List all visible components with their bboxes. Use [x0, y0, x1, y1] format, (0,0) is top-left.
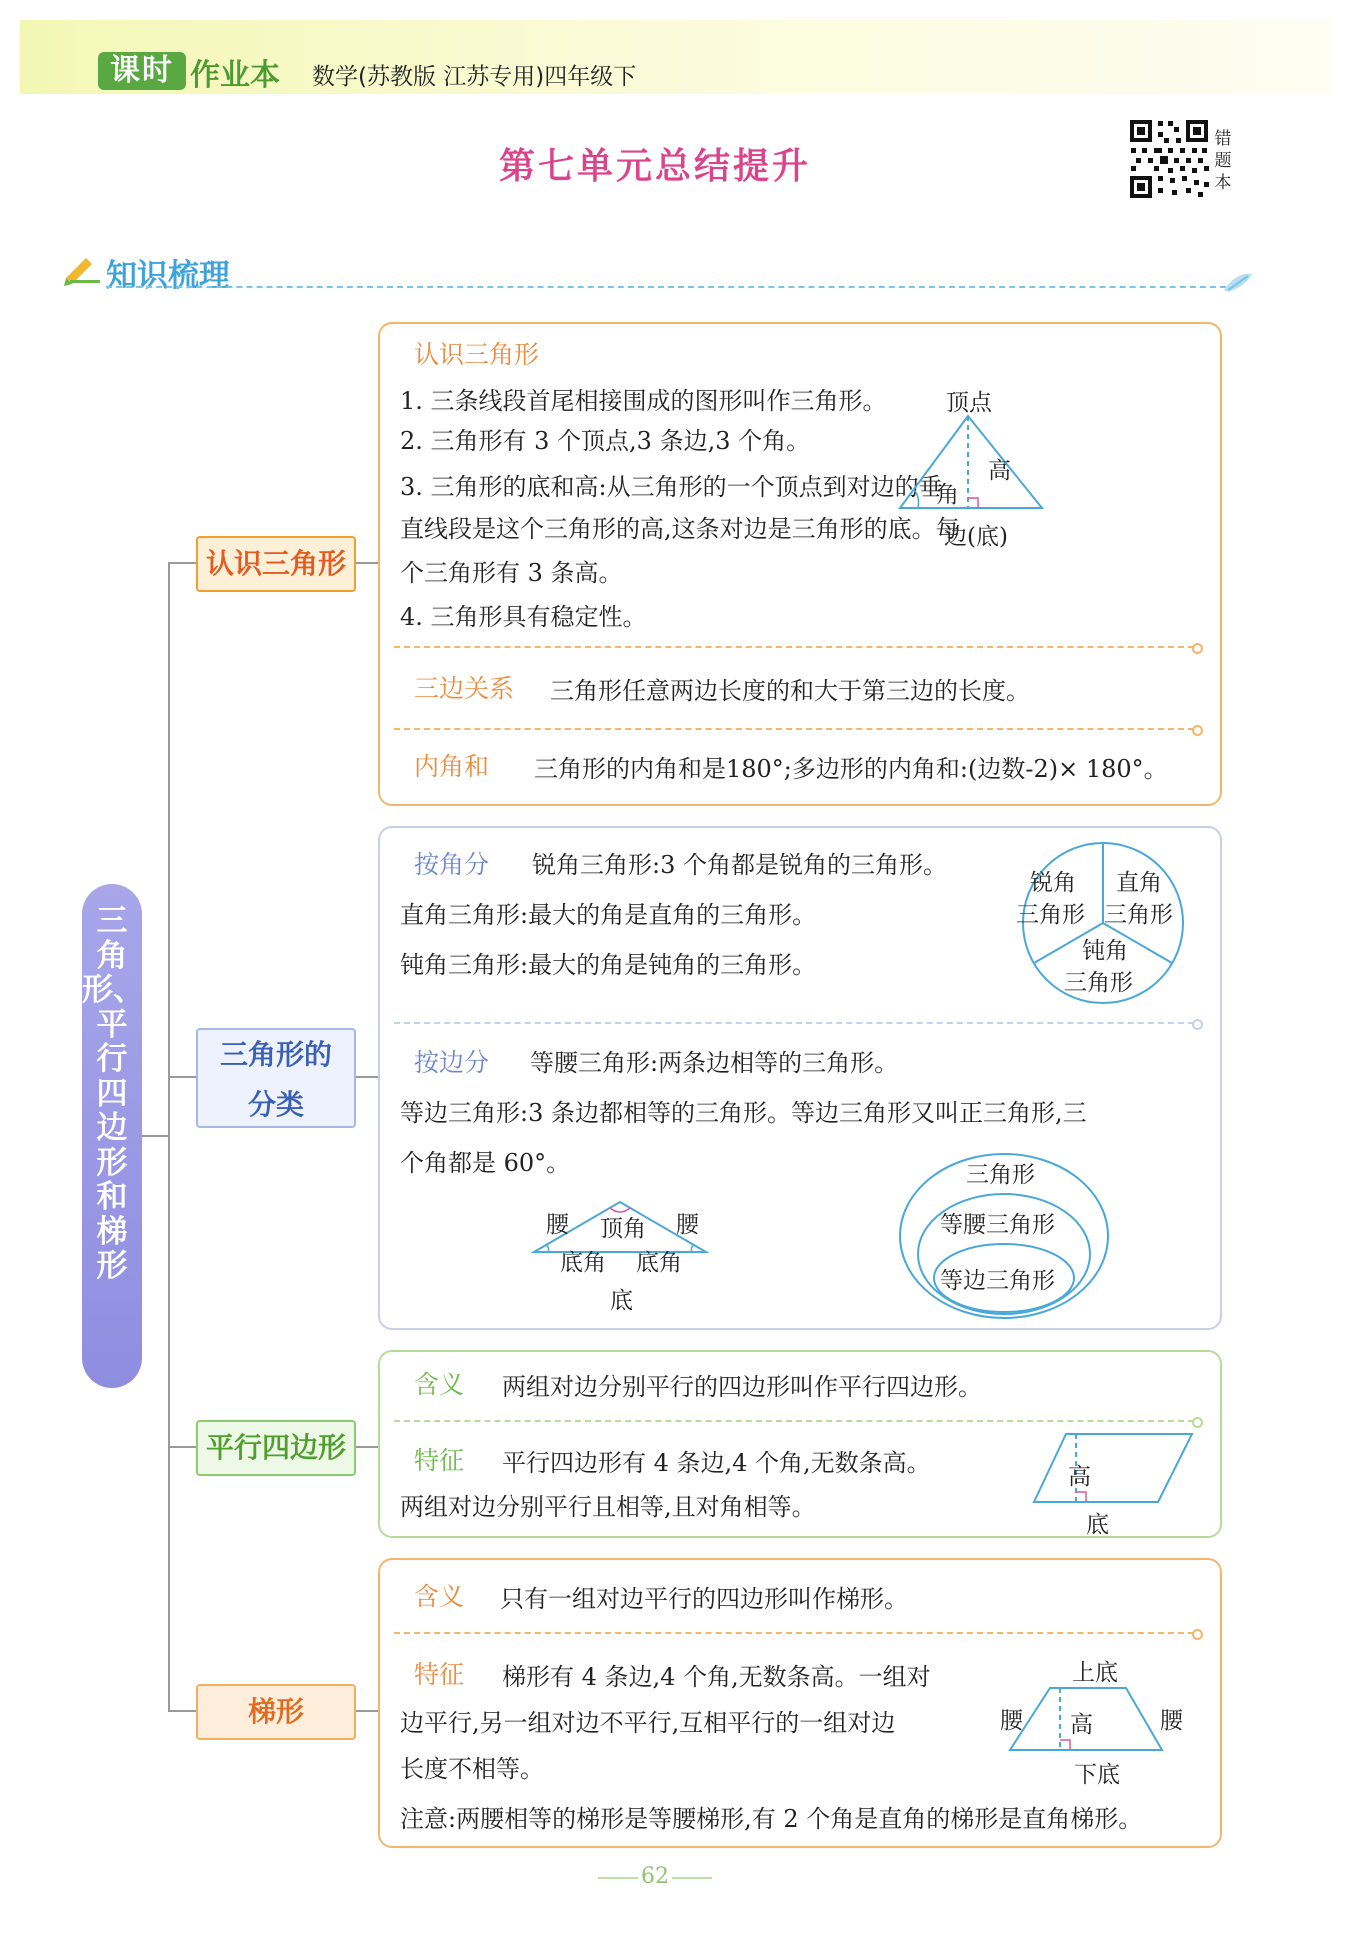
- fig-label-base-angle: 底角: [636, 1250, 682, 1276]
- fig-label-bottom-base: 下底: [1074, 1762, 1120, 1788]
- label-by-angle: 按角分: [414, 850, 490, 879]
- box-triangle-classification: [378, 826, 1222, 1330]
- parallelogram-figure: [1032, 1430, 1196, 1506]
- text-line: 梯形有 4 条边,4 个角,无数条高。一组对: [502, 1663, 931, 1691]
- text-line: 三角形任意两边长度的和大于第三边的长度。: [550, 677, 1030, 705]
- brand-name: 作业本: [190, 58, 280, 93]
- qr-label: 错题本: [1214, 129, 1232, 193]
- pie-label: 三角形: [1064, 970, 1133, 996]
- fig-label-base: 边(底): [944, 524, 1008, 550]
- category-triangle-classification: [196, 1028, 356, 1128]
- pie-label: 三角形: [1016, 902, 1085, 928]
- connector: [168, 562, 170, 1710]
- page-title: 第七单元总结提升: [498, 146, 811, 187]
- connector: [168, 1710, 196, 1712]
- venn-label: 等边三角形: [940, 1268, 1055, 1294]
- fig-label-base: 底: [610, 1288, 633, 1314]
- page-number-rule: [672, 1877, 712, 1879]
- text-line: 两组对边分别平行的四边形叫作平行四边形。: [502, 1373, 982, 1401]
- text-line: 3. 三角形的底和高:从三角形的一个顶点到对边的垂: [400, 473, 943, 501]
- divider: [394, 646, 1194, 648]
- label-meaning: 含义: [414, 1582, 465, 1611]
- category-recognize-triangle: 认识三角形: [196, 536, 356, 592]
- text-line: 只有一组对边平行的四边形叫作梯形。: [500, 1585, 908, 1613]
- fig-label-leg: 腰: [1000, 1708, 1023, 1734]
- category-trapezoid: 梯形: [196, 1684, 356, 1740]
- fig-label-leg: 腰: [676, 1212, 699, 1238]
- label-side-relation: 三边关系: [414, 674, 515, 703]
- text-line: 锐角三角形:3 个角都是锐角的三角形。: [532, 851, 947, 879]
- category-parallelogram: 平行四边形: [196, 1420, 356, 1476]
- text-line: 平行四边形有 4 条边,4 个角,无数条高。: [502, 1449, 931, 1477]
- fig-label-top-base: 上底: [1072, 1660, 1118, 1686]
- note-line: 注意:两腰相等的梯形是等腰梯形,有 2 个角是直角的梯形是直角梯形。: [400, 1805, 1143, 1833]
- pie-label: 钝角: [1082, 938, 1128, 964]
- text-line: 2. 三角形有 3 个顶点,3 条边,3 个角。: [400, 427, 811, 455]
- fig-label-angle: 角: [936, 482, 959, 508]
- divider-dot: [1192, 725, 1203, 736]
- connector: [168, 562, 196, 564]
- venn-label: 三角形: [966, 1162, 1035, 1188]
- text-line: 个角都是 60°。: [400, 1149, 571, 1177]
- text-line: 直角三角形:最大的角是直角的三角形。: [400, 901, 817, 929]
- category-line: 三角形的: [219, 1038, 332, 1071]
- fig-label-leg: 腰: [1160, 1708, 1183, 1734]
- divider-dot: [1192, 1417, 1203, 1428]
- section-divider: [106, 286, 1236, 288]
- divider-dot: [1192, 643, 1203, 654]
- box-parallelogram: [378, 1350, 1222, 1538]
- divider: [394, 728, 1194, 730]
- root-topic-label: 三角形、平行四边形和梯形: [82, 903, 144, 1284]
- venn-label: 等腰三角形: [940, 1212, 1055, 1238]
- fig-label-leg: 腰: [546, 1212, 569, 1238]
- text-line: 等边三角形:3 条边都相等的三角形。等边三角形又叫正三角形,三: [400, 1099, 1087, 1127]
- text-line: 三角形的内角和是180°;多边形的内角和:(边数-2)× 180°。: [534, 755, 1168, 783]
- text-line: 4. 三角形具有稳定性。: [400, 603, 647, 631]
- triangle-figure: [896, 412, 1046, 516]
- label-by-side: 按边分: [414, 1048, 490, 1077]
- category-line: 分类: [247, 1088, 304, 1121]
- brand-logo: 课时: [98, 52, 186, 90]
- label-angle-sum: 内角和: [414, 752, 490, 781]
- fig-label-height: 高: [1070, 1712, 1093, 1738]
- text-line: 长度不相等。: [400, 1755, 544, 1783]
- fig-label-vertex: 顶点: [946, 390, 992, 416]
- fig-label-height: 高: [1068, 1464, 1091, 1490]
- divider-dot: [1192, 1019, 1203, 1030]
- fig-label-base-angle: 底角: [560, 1250, 606, 1276]
- divider: [394, 1420, 1194, 1422]
- deco-leaf-icon: [1222, 270, 1258, 294]
- section-title: 知识梳理: [106, 258, 230, 294]
- box-recognize-triangle: [378, 322, 1222, 806]
- pencil-icon: [62, 252, 102, 286]
- pie-label: 三角形: [1104, 902, 1173, 928]
- book-subject: 数学(苏教版 江苏专用)四年级下: [312, 64, 637, 90]
- text-line: 1. 三条线段首尾相接围成的图形叫作三角形。: [400, 387, 887, 415]
- text-line: 边平行,另一组对边不平行,互相平行的一组对边: [400, 1709, 896, 1737]
- text-line: 两组对边分别平行且相等,且对角相等。: [400, 1493, 816, 1521]
- fig-label-apex: 顶角: [600, 1216, 646, 1242]
- text-line: 等腰三角形:两条边相等的三角形。: [530, 1049, 899, 1077]
- text-line: 钝角三角形:最大的角是钝角的三角形。: [400, 951, 817, 979]
- text-line: 个三角形有 3 条高。: [400, 559, 623, 587]
- divider-dot: [1192, 1629, 1203, 1640]
- fig-label-base: 底: [1086, 1512, 1109, 1538]
- label-feature: 特征: [414, 1660, 465, 1689]
- text-line: 直线段是这个三角形的高,这条对边是三角形的底。每: [400, 515, 960, 543]
- pie-label: 锐角: [1030, 870, 1076, 896]
- box-heading: 认识三角形: [414, 340, 540, 369]
- label-meaning: 含义: [414, 1370, 465, 1399]
- box-trapezoid: [378, 1558, 1222, 1848]
- label-feature: 特征: [414, 1446, 465, 1475]
- connector: [168, 1076, 196, 1078]
- page-number: 62: [641, 1864, 669, 1889]
- pie-label: 直角: [1116, 870, 1162, 896]
- divider: [394, 1022, 1194, 1024]
- qr-code-icon[interactable]: [1128, 118, 1210, 200]
- divider: [394, 1632, 1194, 1634]
- fig-label-height: 高: [988, 458, 1011, 484]
- connector: [142, 1135, 170, 1137]
- connector: [168, 1446, 196, 1448]
